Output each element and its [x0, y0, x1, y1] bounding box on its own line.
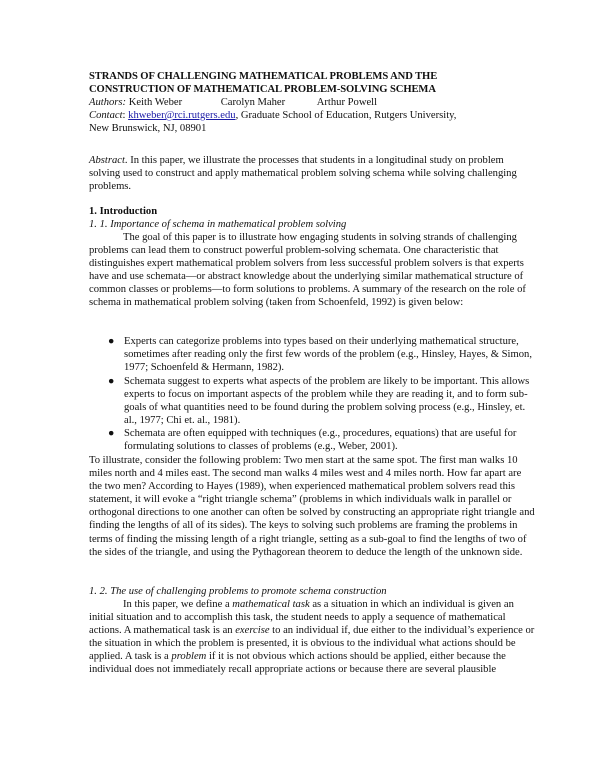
term-exercise: exercise	[235, 625, 270, 637]
intro-paragraph-1: The goal of this paper is to illustrate how engaging students in solving strands of challenging problems can lead them to construct powerful problem-solving schemata. One characteristic that distinguishes expert mathematical problem solvers from less successful problem solvers is that experts have and use schemata—or abstract knowledge about the underlying similar mathematical structure of common classes or problems—to form solutions to problems. A summary of the research on the role of schema in mathematical problem solving (taken from Schoenfeld, 1992) is given below:	[89, 232, 526, 309]
abstract-label: Abstract	[89, 155, 125, 166]
contact-info: Contact: khweber@rci.rutgers.edu, Graduate School of Education, Rutgers University, New Brunswick, NJ, 08901	[89, 110, 457, 135]
contact-label: Contact	[89, 110, 123, 121]
term-problem: problem	[171, 651, 207, 663]
bullet-icon: ●	[108, 428, 115, 440]
contact-location: New Brunswick, NJ, 08901	[89, 123, 207, 135]
intro-paragraph-3: In this paper, we define a mathematical task as a situation in which an individual is given an initial situation and to accomplish this task, the student needs to apply a sequence of mathematical actions. A mathematical task is an exercise to an individual if, due either to the individual’s experience or the situation in which the problem is presented, it is obvious to the individual what actions should be applied. A task is a problem if it is not obvious which actions should be applied, either because the individual does not immediately recall appropriate actions or because there are several plausible	[89, 599, 535, 676]
author-2: Carolyn Maher	[220, 97, 286, 108]
intro-paragraph-2: To illustrate, consider the following problem: Two men start at the same spot. The first man walks 10 miles north and 4 miles east. The second man walks 4 miles west and 4 miles north. How far apart are the two men? According to Hayes (1989), when experienced mathematical problem solvers read this statement, it will evoke a “right triangle schema” (problems in which individuals walk in parallel or orthogonal directions to one another can often be solved by constructing an appropriate right triangle and finding the lengths of all of its sides). The keys to solving such problems are framing the problems in terms of finding the missing length of a right triangle, setting as a sub-goal to find the lengths of two of the sides of the triangle, and using the Pythagorean theorem to deduce the length of the unknown side.	[89, 455, 535, 558]
title-line-2: CONSTRUCTION OF MATHEMATICAL PROBLEM-SOLVING SCHEMA	[89, 84, 436, 96]
schema-research-list	[89, 335, 535, 453]
contact-email-link[interactable]: khweber@rci.rutgers.edu	[128, 110, 236, 121]
authors-label: Authors:	[89, 97, 127, 108]
abstract-text: . In this paper, we illustrate the processes that students in a longitudinal study on problem solving used to construct and apply mathematical problem solving schema while solving challenging problems.	[89, 155, 517, 193]
term-mathematical-task: mathematical task	[232, 599, 310, 610]
abstract	[89, 154, 535, 193]
subsection-heading-1-2: 1. 2. The use of challenging problems to promote schema construction	[89, 586, 387, 597]
list-item: ● Schemata are often equipped with techniques (e.g., procedures, equations) that are useful for formulating solutions to classes of problems (e.g., Weber, 2001).	[108, 428, 517, 453]
title-line-1: STRANDS OF CHALLENGING MATHEMATICAL PROBLEMS AND THE	[89, 71, 438, 82]
author-3: Arthur Powell	[316, 97, 378, 108]
authors-line	[89, 96, 535, 109]
section-heading-introduction: 1. Introduction	[89, 206, 158, 217]
subsection-heading-1-1: 1. 1. Importance of schema in mathematical problem solving	[89, 219, 347, 230]
bullet-icon: ●	[108, 336, 115, 347]
bullet-icon: ●	[108, 375, 115, 387]
paper-title	[89, 70, 535, 96]
contact-affiliation: , Graduate School of Education, Rutgers University,	[235, 110, 457, 121]
list-item: ● Experts can categorize problems into types based on their underlying mathematical structure, sometimes after reading only the first few words of the problem (e.g., Hinsley, Hayes, & Simon, 1977; Schoenfeld & Hermann, 1982).	[108, 336, 532, 374]
list-item: ● Schemata suggest to experts what aspects of the problem are likely to be important. This allows experts to focus on important aspects of the problem while they are reading it, and to form sub-goals of what quantities need to be found during the problem solving process (e.g., Hinsley, et. al., 1977; Chi et. al., 1981).	[108, 375, 530, 426]
author-1: Keith Weber	[128, 97, 183, 108]
